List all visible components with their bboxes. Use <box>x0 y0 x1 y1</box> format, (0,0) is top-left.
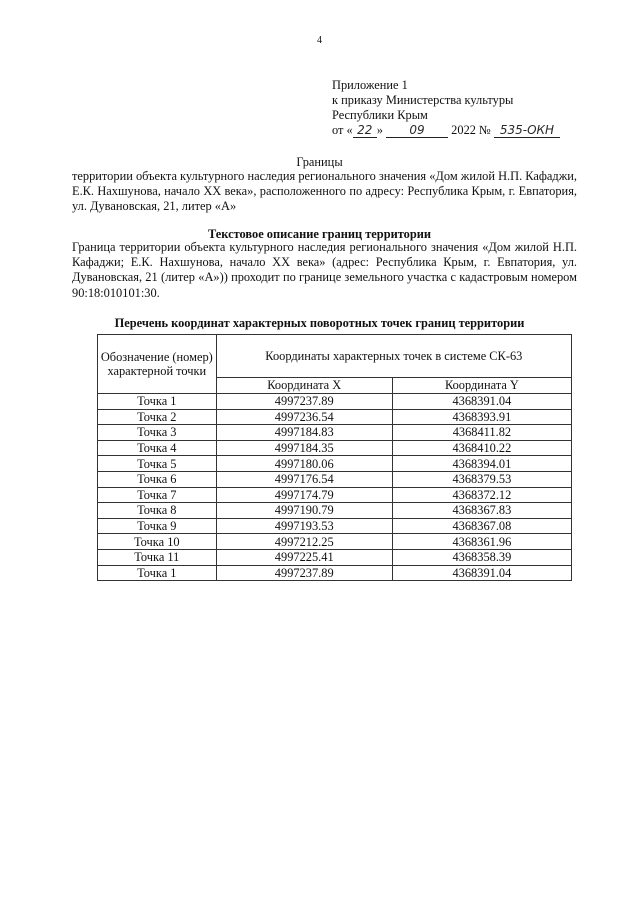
coordinate-x-cell: 4997184.83 <box>216 425 392 441</box>
coordinate-y-cell: 4368379.53 <box>392 471 571 487</box>
annex-block <box>332 78 560 138</box>
coordinate-x-cell: 4997184.35 <box>216 440 392 456</box>
coordinates-table <box>97 334 572 581</box>
table-row <box>98 503 572 519</box>
table-row <box>98 549 572 565</box>
coordinate-y-cell: 4368358.39 <box>392 549 571 565</box>
coordinate-x-cell: 4997237.89 <box>216 394 392 410</box>
page-number: 4 <box>317 35 322 46</box>
table-title: Перечень координат характерных поворотных точек границ территории <box>114 316 525 330</box>
header-coordinate-y: Координата Y <box>392 378 571 394</box>
handwritten-day: 22 <box>353 123 377 138</box>
point-cell: Точка 1 <box>98 394 217 410</box>
coordinate-x-cell: 4997180.06 <box>216 456 392 472</box>
header-point-designation: Обозначение (номер) характерной точки <box>98 335 217 394</box>
coordinate-x-cell: 4997212.25 <box>216 534 392 550</box>
coordinate-y-cell: 4368394.01 <box>392 456 571 472</box>
table-row <box>98 471 572 487</box>
point-cell: Точка 6 <box>98 471 217 487</box>
boundary-description-paragraph: Граница территории объекта культурного наследия регионального значения «Дом жилой Н.П. Кафаджи; Е.К. Нахшунова, начало XX века» (адрес: Республика Крым, г. Евпатория, ул. Дувановская, 21 (литер «А»)) проходит по границе земельного участка с кадастровым номером 90:18:010101:30. <box>72 240 577 300</box>
section-heading: Текстовое описание границ территории <box>207 227 432 241</box>
point-cell: Точка 5 <box>98 456 217 472</box>
coordinate-y-cell: 4368361.96 <box>392 534 571 550</box>
table-row <box>98 487 572 503</box>
annex-date-line <box>332 123 560 138</box>
table-row <box>98 565 572 581</box>
table-row <box>98 440 572 456</box>
year-and-number-label: 2022 № <box>451 123 491 137</box>
annex-line-3: Республики Крым <box>332 108 428 122</box>
date-prefix: от « <box>332 123 353 137</box>
point-cell: Точка 7 <box>98 487 217 503</box>
point-cell: Точка 4 <box>98 440 217 456</box>
date-quote-close: » <box>376 123 383 137</box>
coordinate-x-cell: 4997225.41 <box>216 549 392 565</box>
table-row <box>98 518 572 534</box>
annex-line-1: Приложение 1 <box>332 78 408 92</box>
coordinate-x-cell: 4997237.89 <box>216 565 392 581</box>
coordinate-y-cell: 4368391.04 <box>392 394 571 410</box>
document-title: Границы <box>296 155 343 169</box>
coordinate-x-cell: 4997174.79 <box>216 487 392 503</box>
point-cell: Точка 11 <box>98 549 217 565</box>
point-cell: Точка 8 <box>98 503 217 519</box>
handwritten-month: 09 <box>386 123 448 138</box>
table-row <box>98 425 572 441</box>
coordinate-y-cell: 4368393.91 <box>392 409 571 425</box>
table-row <box>98 409 572 425</box>
annex-line-2: к приказу Министерства культуры <box>332 93 514 107</box>
handwritten-order-number: 535-ОКН <box>494 123 560 138</box>
point-cell: Точка 2 <box>98 409 217 425</box>
coordinate-x-cell: 4997176.54 <box>216 471 392 487</box>
point-cell: Точка 3 <box>98 425 217 441</box>
object-description-paragraph: территории объекта культурного наследия регионального значения «Дом жилой Н.П. Кафаджи, Е.К. Нахшунова, начало XX века», расположенного по адресу: Республика Крым, г. Евпатория, ул. Дувановская, 21, литер «А» <box>72 169 577 214</box>
table-row <box>98 534 572 550</box>
point-cell: Точка 9 <box>98 518 217 534</box>
coordinate-y-cell: 4368391.04 <box>392 565 571 581</box>
coordinate-y-cell: 4368367.83 <box>392 503 571 519</box>
header-coordinate-x: Координата X <box>216 378 392 394</box>
coordinate-y-cell: 4368367.08 <box>392 518 571 534</box>
header-coordinates-system: Координаты характерных точек в системе СК-63 <box>216 335 571 378</box>
table-row <box>98 394 572 410</box>
coordinate-y-cell: 4368411.82 <box>392 425 571 441</box>
coordinate-x-cell: 4997236.54 <box>216 409 392 425</box>
coordinate-x-cell: 4997193.53 <box>216 518 392 534</box>
coordinate-y-cell: 4368372.12 <box>392 487 571 503</box>
table-row <box>98 456 572 472</box>
coordinate-x-cell: 4997190.79 <box>216 503 392 519</box>
point-cell: Точка 1 <box>98 565 217 581</box>
coordinate-y-cell: 4368410.22 <box>392 440 571 456</box>
point-cell: Точка 10 <box>98 534 217 550</box>
